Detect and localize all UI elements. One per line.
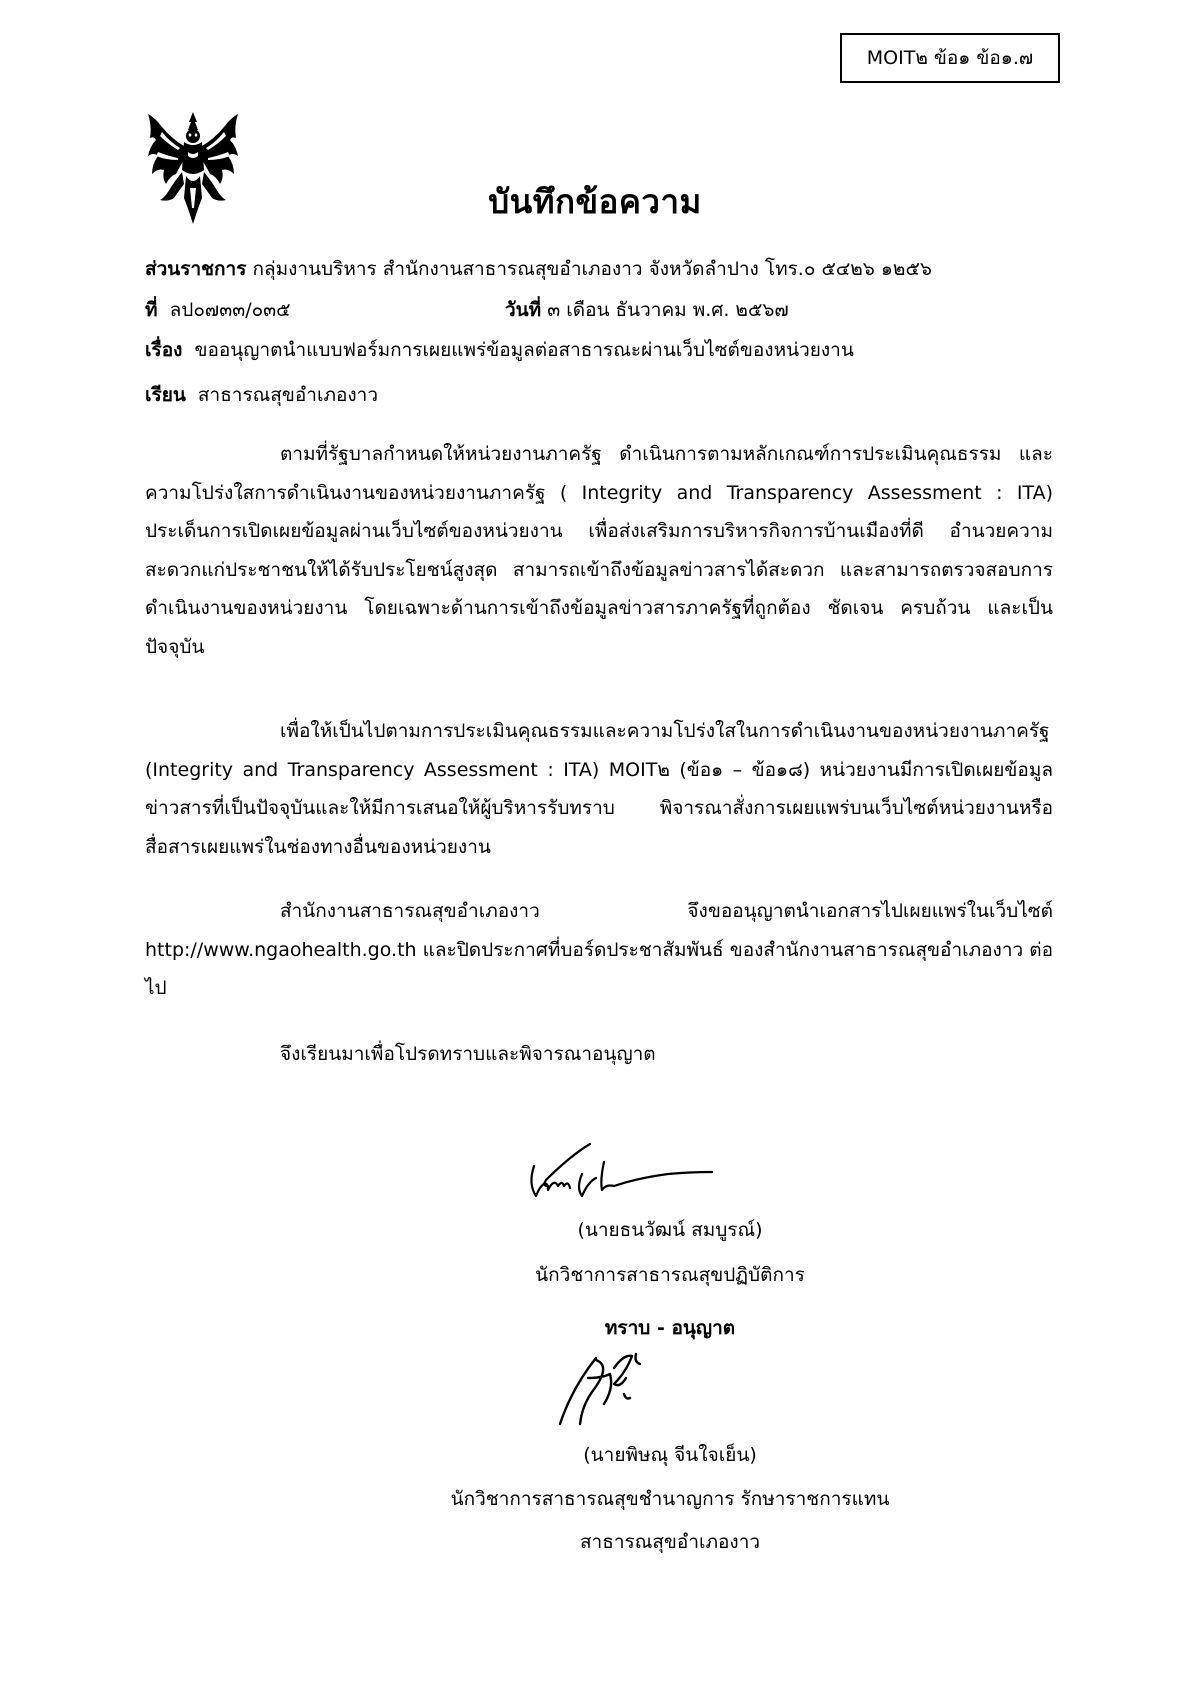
signature-2-icon [552,1348,652,1430]
body-paragraph-2: เพื่อให้เป็นไปตามการประเมินคุณธรรมและความโปร่งใสในการดำเนินงานของหน่วยงานภาครัฐ (Integrity and Transparency Assessment : ITA) MOIT๒ (ข้อ๑ – ข้อ๑๘) หน่วยงานมีการเปิดเผยข้อมูลข่าวสารที่เป็นปัจจุบันและให้มีการเสนอให้ผู้บริหารรับทราบ พิจารณาสั่งการเผยแพร่บนเว็บไซต์หน่วยงานหรือสื่อสารเผยแพร่ในช่องทางอื่นของหน่วยงาน [145,720,1053,858]
date-value: ๓ เดือน ธันวาคม พ.ศ. ๒๕๖๗ [547,299,789,321]
approval-label: ทราบ - อนุญาต [604,1317,736,1339]
subject-label: เรื่อง [145,339,183,361]
signer-1-position: นักวิชาการสาธารณสุขปฏิบัติการ [535,1264,805,1286]
recipient-line [145,380,378,410]
body-paragraph-3: สำนักงานสาธารณสุขอำเภองาว จึงขออนุญาตนำเอกสารไปเผยแพร่ในเว็บไซต์ http://www.ngaohealth.go.th และปิดประกาศที่บอร์ดประชาสัมพันธ์ ของสำนักงานสาธารณสุขอำเภองาว ต่อไป [145,900,1053,999]
signer-2-position: นักวิชาการสาธารณสุขชำนาญการ รักษาราชการแทน [450,1488,890,1510]
department-line [145,254,932,284]
recipient-label: เรียน [145,384,186,406]
signer-1-name: (นายธนวัฒน์ สมบูรณ์) [577,1219,763,1241]
signer-2-name: (นายพิษณุ จีนใจเย็น) [583,1444,757,1466]
document-title: บันทึกข้อความ [488,182,702,221]
date-label: วันที่ [505,299,542,321]
reference-box: MOIT๒ ข้อ๑ ข้อ๑.๗ [840,33,1060,83]
department-label: ส่วนราชการ [145,258,247,280]
signature-1-icon [518,1140,718,1202]
signer-2-position-2: สาธารณสุขอำเภองาว [579,1531,761,1553]
number-date-line [145,295,1045,325]
recipient-value: สาธารณสุขอำเภองาว [197,384,378,406]
department-value: กลุ่มงานบริหาร สำนักงานสาธารณสุขอำเภองาว จังหวัดลำปาง โทร.๐ ๕๔๒๖ ๑๒๕๖ [252,258,932,280]
number-label: ที่ [145,299,158,321]
closing-line: จึงเรียนมาเพื่อโปรดทราบและพิจารณาอนุญาต [280,1043,656,1065]
subject-line [145,335,854,365]
number-value: ลป๐๗๓๓/๐๓๕ [169,299,291,321]
body-paragraph-1: ตามที่รัฐบาลกำหนดให้หน่วยงานภาครัฐ ดำเนินการตามหลักเกณฑ์การประเมินคุณธรรม และความโปร่งใสการดำเนินงานของหน่วยงานภาครัฐ ( Integrity and Transparency Assessment : ITA) ประเด็นการเปิดเผยข้อมูลผ่านเว็บไซต์ของหน่วยงาน เพื่อส่งเสริมการบริหารกิจการบ้านเมืองที่ดี อำนวยความสะดวกแก่ประชาชนให้ได้รับประโยชน์สูงสุด สามารถเข้าถึงข้อมูลข่าวสารได้สะดวก และสามารถตรวจสอบการดำเนินงานของหน่วยงาน โดยเฉพาะด้านการเข้าถึงข้อมูลข่าวสารภาครัฐที่ถูกต้อง ชัดเจน ครบถ้วน และเป็นปัจจุบัน [145,443,1053,658]
subject-value: ขออนุญาตนำแบบฟอร์มการเผยแพร่ข้อมูลต่อสาธารณะผ่านเว็บไซต์ของหน่วยงาน [194,339,854,361]
date-group [505,295,789,325]
